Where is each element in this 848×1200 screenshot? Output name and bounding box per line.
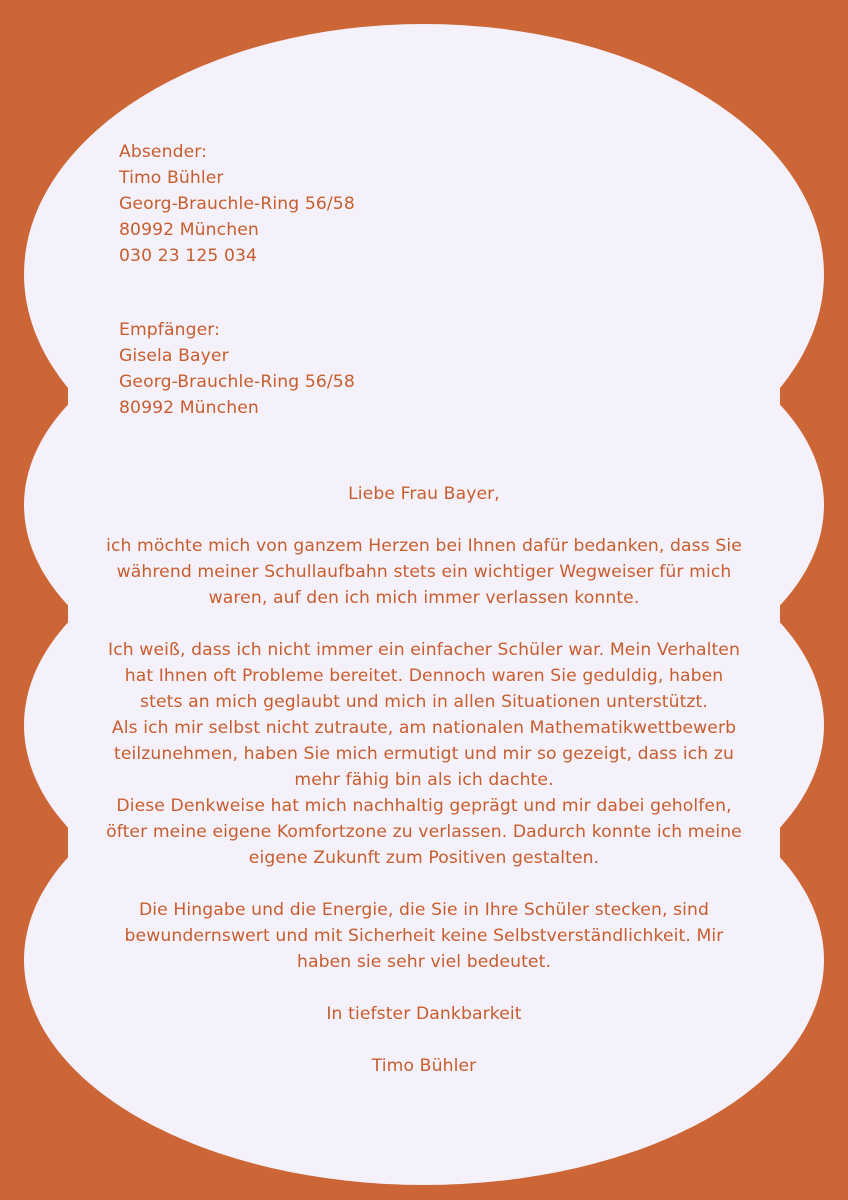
paragraph-line: Als ich mir selbst nicht zutraute, am nationalen Mathematikwettbewerb — [111, 718, 737, 738]
recipient-city: 80992 München — [119, 398, 259, 418]
recipient-name: Gisela Bayer — [119, 346, 229, 366]
letter-body — [80, 481, 768, 1079]
recipient-label: Empfänger: — [119, 320, 221, 340]
paragraph-line: mehr fähig bin als ich dachte. — [294, 770, 554, 790]
sender-name: Timo Bühler — [119, 168, 224, 188]
paragraph-line: Diese Denkweise hat mich nachhaltig geprägt und mir dabei geholfen, — [116, 796, 732, 816]
paragraph-line: Ich weiß, dass ich nicht immer ein einfacher Schüler war. Mein Verhalten — [108, 640, 740, 660]
salutation: Liebe Frau Bayer, — [348, 484, 500, 504]
signature-name: Timo Bühler — [371, 1056, 477, 1076]
paragraph-spacer — [80, 507, 768, 533]
paragraph-line: eigene Zukunft zum Positiven gestalten. — [248, 848, 600, 868]
closing-line: In tiefster Dankbarkeit — [326, 1004, 522, 1024]
paragraph-spacer — [80, 871, 768, 897]
sender-phone: 030 23 125 034 — [119, 246, 258, 266]
sender-address-block — [119, 139, 539, 269]
paragraph-line: stets an mich geglaubt und mich in allen Situationen unterstützt. — [140, 692, 708, 712]
paragraph-dedication — [80, 897, 768, 975]
paragraph-line: bewundernswert und mit Sicherheit keine Selbstverständlichkeit. Mir — [124, 926, 724, 946]
sender-label: Absender: — [119, 142, 208, 162]
paragraph-spacer — [80, 1027, 768, 1053]
paragraph-line: während meiner Schullaufbahn stets ein wichtiger Wegweiser für mich — [116, 562, 732, 582]
paragraph-line: Die Hingabe und die Energie, die Sie in Ihre Schüler stecken, sind — [138, 900, 710, 920]
paragraph-support — [80, 637, 768, 871]
paragraph-line: ich möchte mich von ganzem Herzen bei Ihnen dafür bedanken, dass Sie — [106, 536, 742, 556]
paragraph-spacer — [80, 975, 768, 1001]
recipient-street: Georg-Brauchle-Ring 56/58 — [119, 372, 355, 392]
paragraph-line: hat Ihnen oft Probleme bereitet. Dennoch waren Sie geduldig, haben — [124, 666, 724, 686]
sender-street: Georg-Brauchle-Ring 56/58 — [119, 194, 355, 214]
paragraph-spacer — [80, 611, 768, 637]
paragraph-line: öfter meine eigene Komfortzone zu verlassen. Dadurch konnte ich meine — [106, 822, 742, 842]
paragraph-line: teilzunehmen, haben Sie mich ermutigt und mir so gezeigt, dass ich zu — [114, 744, 734, 764]
sender-city: 80992 München — [119, 220, 259, 240]
paragraph-gratitude — [80, 533, 768, 611]
recipient-address-block — [119, 317, 539, 421]
paragraph-line: waren, auf den ich mich immer verlassen konnte. — [208, 588, 640, 608]
paragraph-line: haben sie sehr viel bedeutet. — [296, 952, 552, 972]
